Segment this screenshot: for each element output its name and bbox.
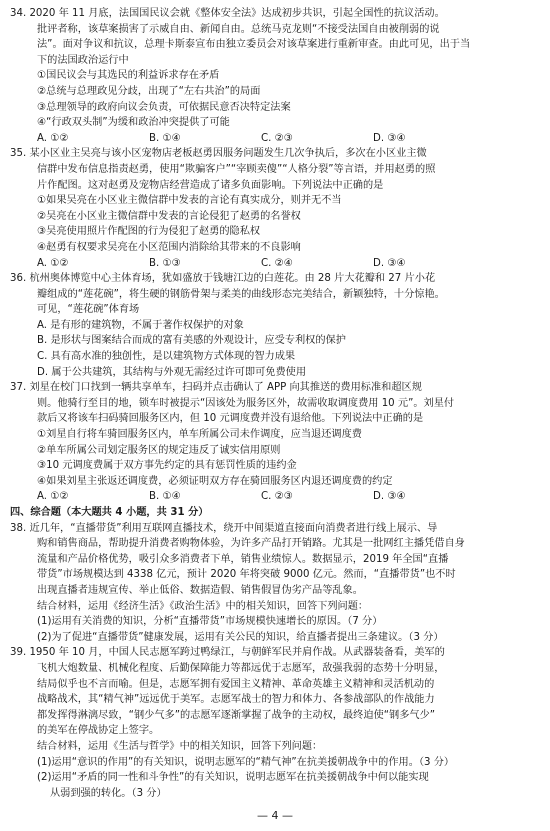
choice-c: C. ②③ bbox=[261, 491, 293, 503]
question-stem-line: 可见，“莲花碗”体育场 bbox=[37, 304, 140, 316]
statement-option: ④“行政双头制”为缓和政治冲突提供了可能 bbox=[37, 117, 230, 129]
question-stem-line: 下的法国政治运行中 bbox=[37, 54, 129, 66]
choice-a: A. ①② bbox=[37, 132, 69, 144]
choice-b: B. ①③ bbox=[149, 257, 181, 269]
question-stem-line: 35. 某小区业主吴亮与该小区宠物店老板赵勇因服务问题发生几次争执后，多次在小区业主微 bbox=[10, 148, 427, 160]
choice-b: B. ①④ bbox=[149, 491, 181, 503]
statement-option: ③10 元调度费属于双方事先约定的具有惩罚性质的违约金 bbox=[37, 460, 297, 472]
question-stem-line: 批评者称，该草案损害了示威自由、新闻自由。总统马克龙则“不接受法国自由被削弱的说 bbox=[37, 23, 440, 35]
question-36 bbox=[10, 271, 540, 380]
section-heading: 四、综合题（本大题共 4 小题，共 31 分） bbox=[10, 507, 209, 518]
choice-b: B. 是形状与图案结合而成的富有美感的外观设计，应受专利权的保护 bbox=[37, 335, 346, 347]
question-stem-line: 38. 近几年，“直播带货”利用互联网直播技术，绕开中间渠道直接面向消费者进行线上展示、导 bbox=[10, 522, 438, 534]
question-stem-line: 片作配图。这对赵勇及宠物店经营造成了诸多负面影响。下列说法中正确的是 bbox=[37, 179, 384, 191]
question-stem-line: 购和销售商品，帮助提升消费者购物体验，为许多产品打开销路。尤其是一批网红主播凭借自身 bbox=[37, 538, 465, 550]
statement-option: ①国民议会与其选民的利益诉求存在矛盾 bbox=[37, 70, 220, 82]
statement-option: ③总理领导的政府向议会负责，可依据民意否决特定法案 bbox=[37, 101, 291, 113]
question-stem-line: 法”。面对争议和抗议，总理卡斯泰宣布由独立委员会对该草案进行重新审查。由此可见，出于当 bbox=[37, 39, 471, 51]
choice-d: D. ③④ bbox=[373, 132, 406, 144]
question-stem-line: 的美军在停战协定上签字。 bbox=[37, 725, 160, 737]
statement-option: ②总统与总理政见分歧，出现了“左右共治”的局面 bbox=[37, 85, 261, 97]
question-stem-line: 流量和产品价格优势，吸引众多消费者下单，销售业绩惊人。数据显示，2019 年全国“直播 bbox=[37, 553, 449, 565]
sub-question: (1)运用“意识的作用”的有关知识，说明志愿军的“精气神”在抗美援朝战争中的作用。（3 分） bbox=[37, 756, 455, 768]
question-stem-line: 结局似乎也不言而喻。但是，志愿军拥有爱国主义精神、革命英雄主义精神和灵活机动的 bbox=[37, 678, 435, 690]
question-prompt: 结合材料，运用《经济生活》《政治生活》中的相关知识，回答下列问题： bbox=[37, 600, 369, 612]
choice-a: A. ①② bbox=[37, 257, 69, 269]
question-stem-line: 飞机大炮数量、机械化程度、后勤保障能力等都远优于志愿军，敌强我弱的态势十分明显， bbox=[37, 662, 445, 674]
question-stem-line: 则。他骑行至目的地，锁车时被提示“因该处为服务区外，故需收取调度费用 10 元”。刘星付 bbox=[37, 397, 455, 409]
question-stem-line: 带货”市场规模达到 4338 亿元，预计 2020 年将突破 9000 亿元。然而，“直播带货”也不时 bbox=[37, 569, 456, 581]
answer-choices bbox=[10, 256, 540, 272]
question-prompt: 结合材料，运用《生活与哲学》中的相关知识，回答下列问题： bbox=[37, 740, 323, 752]
statement-option: ④赵勇有权要求吴亮在小区范围内消除给其带来的不良影响 bbox=[37, 241, 301, 253]
sub-question: (2)运用“矛盾的同一性和斗争性”的有关知识，说明志愿军在抗美援朝战争中何以能实现 bbox=[37, 772, 429, 784]
choice-d: D. 属于公共建筑，其结构与外观无需经过许可即可免费使用 bbox=[37, 366, 307, 378]
question-stem-line: 出现直播者违规宣传、举止低俗、数据造假、销售假冒伪劣产品等乱象。 bbox=[37, 584, 363, 596]
statement-option: ①刘星自行将车骑回服务区内，单车所属公司未作调度，应当退还调度费 bbox=[37, 429, 362, 441]
choice-d: D. ③④ bbox=[373, 491, 406, 503]
question-stem-line: 都发挥得淋漓尽致，“钢少气多”的志愿军逐渐掌握了战争的主动权，最终迫使“钢多气少” bbox=[37, 709, 436, 721]
sub-question-continued: 从弱到强的转化。（3 分） bbox=[50, 787, 167, 799]
choice-d: D. ③④ bbox=[373, 257, 406, 269]
question-38 bbox=[10, 521, 540, 646]
question-stem-line: 瓣组成的“莲花碗”，将生硬的钢筋骨架与柔美的曲线形态完美结合，新颖独特，十分惊艳。 bbox=[37, 288, 445, 300]
question-stem-line: 37. 刘星在校门口找到一辆共享单车，扫码并点击确认了 APP 向其推送的费用标准和超区规 bbox=[10, 382, 422, 394]
choice-c: C. 具有高水准的独创性，是以建筑物方式体现的智力成果 bbox=[37, 351, 296, 363]
question-stem-line: 战略战术，其“精气神”远远优于美军。志愿军战士的智力和体力、各参战部队的作战能力 bbox=[37, 694, 435, 706]
question-stem-line: 34. 2020 年 11 月底，法国国民议会就《整体安全法》达成初步共识，引起全国性的抗议活动。 bbox=[10, 8, 445, 19]
question-stem-line: 款后又将该车扫码骑回服务区内，但 10 元调度费并没有退给他。下列说法中正确的是 bbox=[37, 413, 424, 425]
sub-question: (1)运用有关消费的知识，分析“直播带货”市场规模快速增长的原因。（7 分） bbox=[37, 616, 383, 628]
choice-c: C. ②④ bbox=[261, 257, 293, 269]
question-stem-line: 39. 1950 年 10 月，中国人民志愿军跨过鸭绿江，与朝鲜军民并肩作战。从武器装备看，美军的 bbox=[10, 647, 445, 659]
question-37 bbox=[10, 380, 540, 505]
statement-option: ②吴亮在小区业主微信群中发表的言论侵犯了赵勇的名誉权 bbox=[37, 210, 301, 222]
statement-option: ④如果刘星主张返还调度费，必须证明双方存在骑回服务区内退还调度费的约定 bbox=[37, 475, 393, 487]
answer-choices bbox=[10, 131, 540, 147]
choice-c: C. ②③ bbox=[261, 132, 293, 144]
statement-option: ③吴亮使用照片作配图的行为侵犯了赵勇的隐私权 bbox=[37, 226, 261, 238]
statement-option: ②单车所属公司划定服务区的规定违反了诚实信用原则 bbox=[37, 444, 281, 456]
choice-b: B. ①④ bbox=[149, 132, 181, 144]
question-34 bbox=[10, 6, 540, 146]
answer-choices bbox=[10, 489, 540, 505]
page-number: — 4 — bbox=[257, 809, 293, 822]
question-39 bbox=[10, 645, 540, 801]
sub-question: (2)为了促进“直播带货”健康发展，运用有关公民的知识，给直播者提出三条建议。（3 分） bbox=[37, 631, 444, 643]
question-stem-line: 36. 杭州奥体博览中心主体育场，犹如盛放于钱塘江边的白莲花。由 28 片大花瓣和 27 片小花 bbox=[10, 273, 436, 285]
question-stem-line: 信群中发布信息指责赵勇，使用“欺骗客户”“宰顾卖傻”“人格分裂”等言语，并用赵勇的照 bbox=[37, 163, 436, 175]
statement-option: ①如果吴亮在小区业主微信群中发表的言论有真实成分，则并无不当 bbox=[37, 195, 342, 207]
choice-a: A. 是有形的建筑物，不属于著作权保护的对象 bbox=[37, 319, 244, 331]
question-35 bbox=[10, 146, 540, 271]
choice-a: A. ①② bbox=[37, 491, 69, 503]
